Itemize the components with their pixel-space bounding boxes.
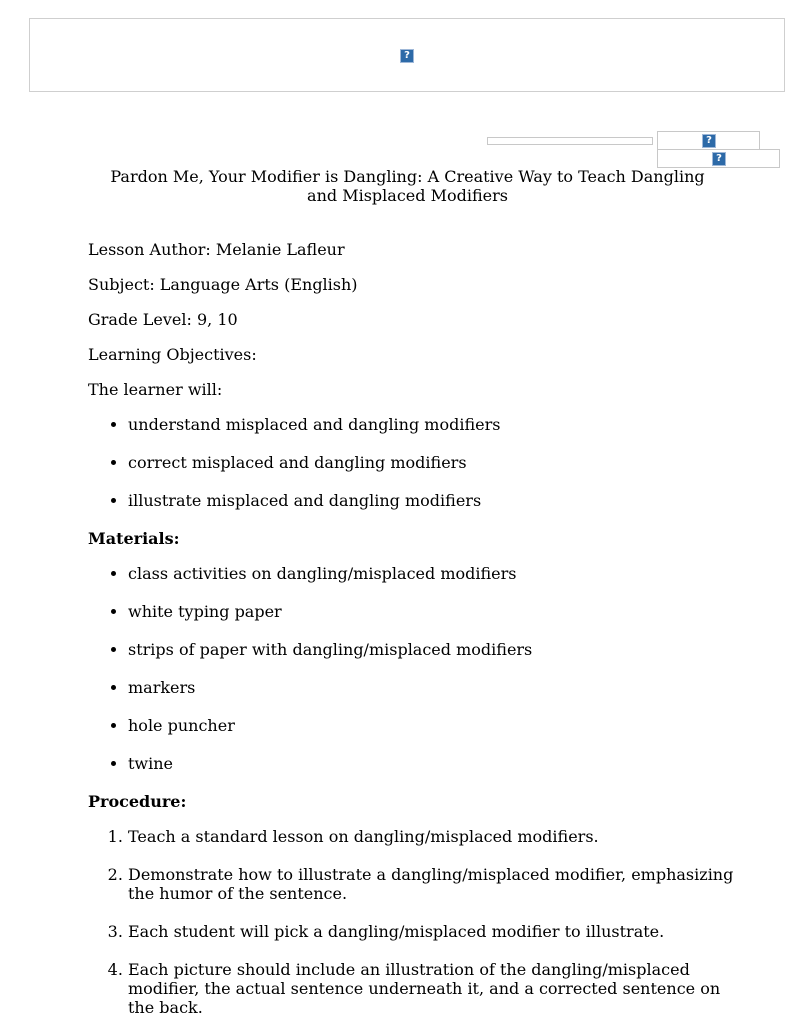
list-item: • white typing paper: [128, 602, 738, 621]
list-item: • twine: [128, 754, 738, 773]
list-item: • understand misplaced and dangling modifiers: [128, 415, 738, 434]
objectives-list: [88, 415, 738, 510]
list-item: • markers: [128, 678, 738, 697]
learner-will-text: The learner will:: [88, 380, 223, 399]
list-item: 1. Teach a standard lesson on dangling/misplaced modifiers.: [128, 827, 738, 846]
lesson-grade-level: Grade Level: 9, 10: [88, 310, 238, 329]
materials-list: [88, 564, 738, 773]
header-button-2[interactable]: [657, 149, 780, 168]
broken-image-icon: ?: [400, 49, 414, 63]
list-item: • class activities on dangling/misplaced modifiers: [128, 564, 738, 583]
list-item: 3. Each student will pick a dangling/misplaced modifier to illustrate.: [128, 922, 738, 941]
broken-image-icon: ?: [702, 134, 716, 148]
page-title: Pardon Me, Your Modifier is Dangling: A Creative Way to Teach Dangling and Misplaced Modifiers: [110, 167, 705, 205]
list-item: • strips of paper with dangling/misplaced modifiers: [128, 640, 738, 659]
list-item: • hole puncher: [128, 716, 738, 735]
objectives-heading: Learning Objectives:: [88, 345, 257, 364]
procedure-list: [88, 827, 738, 1017]
broken-image-icon: ?: [712, 152, 726, 166]
search-input[interactable]: [487, 137, 653, 145]
banner-ad[interactable]: [29, 18, 785, 92]
lesson-content: [88, 240, 738, 1036]
materials-heading: Materials:: [88, 529, 180, 548]
lesson-author: Lesson Author: Melanie Lafleur: [88, 240, 345, 259]
list-item: 2. Demonstrate how to illustrate a dangling/misplaced modifier, emphasizing the humor of the sentence.: [128, 865, 738, 903]
lesson-subject: Subject: Language Arts (English): [88, 275, 358, 294]
header-button-1[interactable]: [657, 131, 760, 150]
procedure-heading: Procedure:: [88, 792, 187, 811]
list-item: • correct misplaced and dangling modifiers: [128, 453, 738, 472]
list-item: • illustrate misplaced and dangling modifiers: [128, 491, 738, 510]
list-item: 4. Each picture should include an illustration of the dangling/misplaced modifier, the actual sentence underneath it, and a corrected sentence on the back.: [128, 960, 738, 1017]
